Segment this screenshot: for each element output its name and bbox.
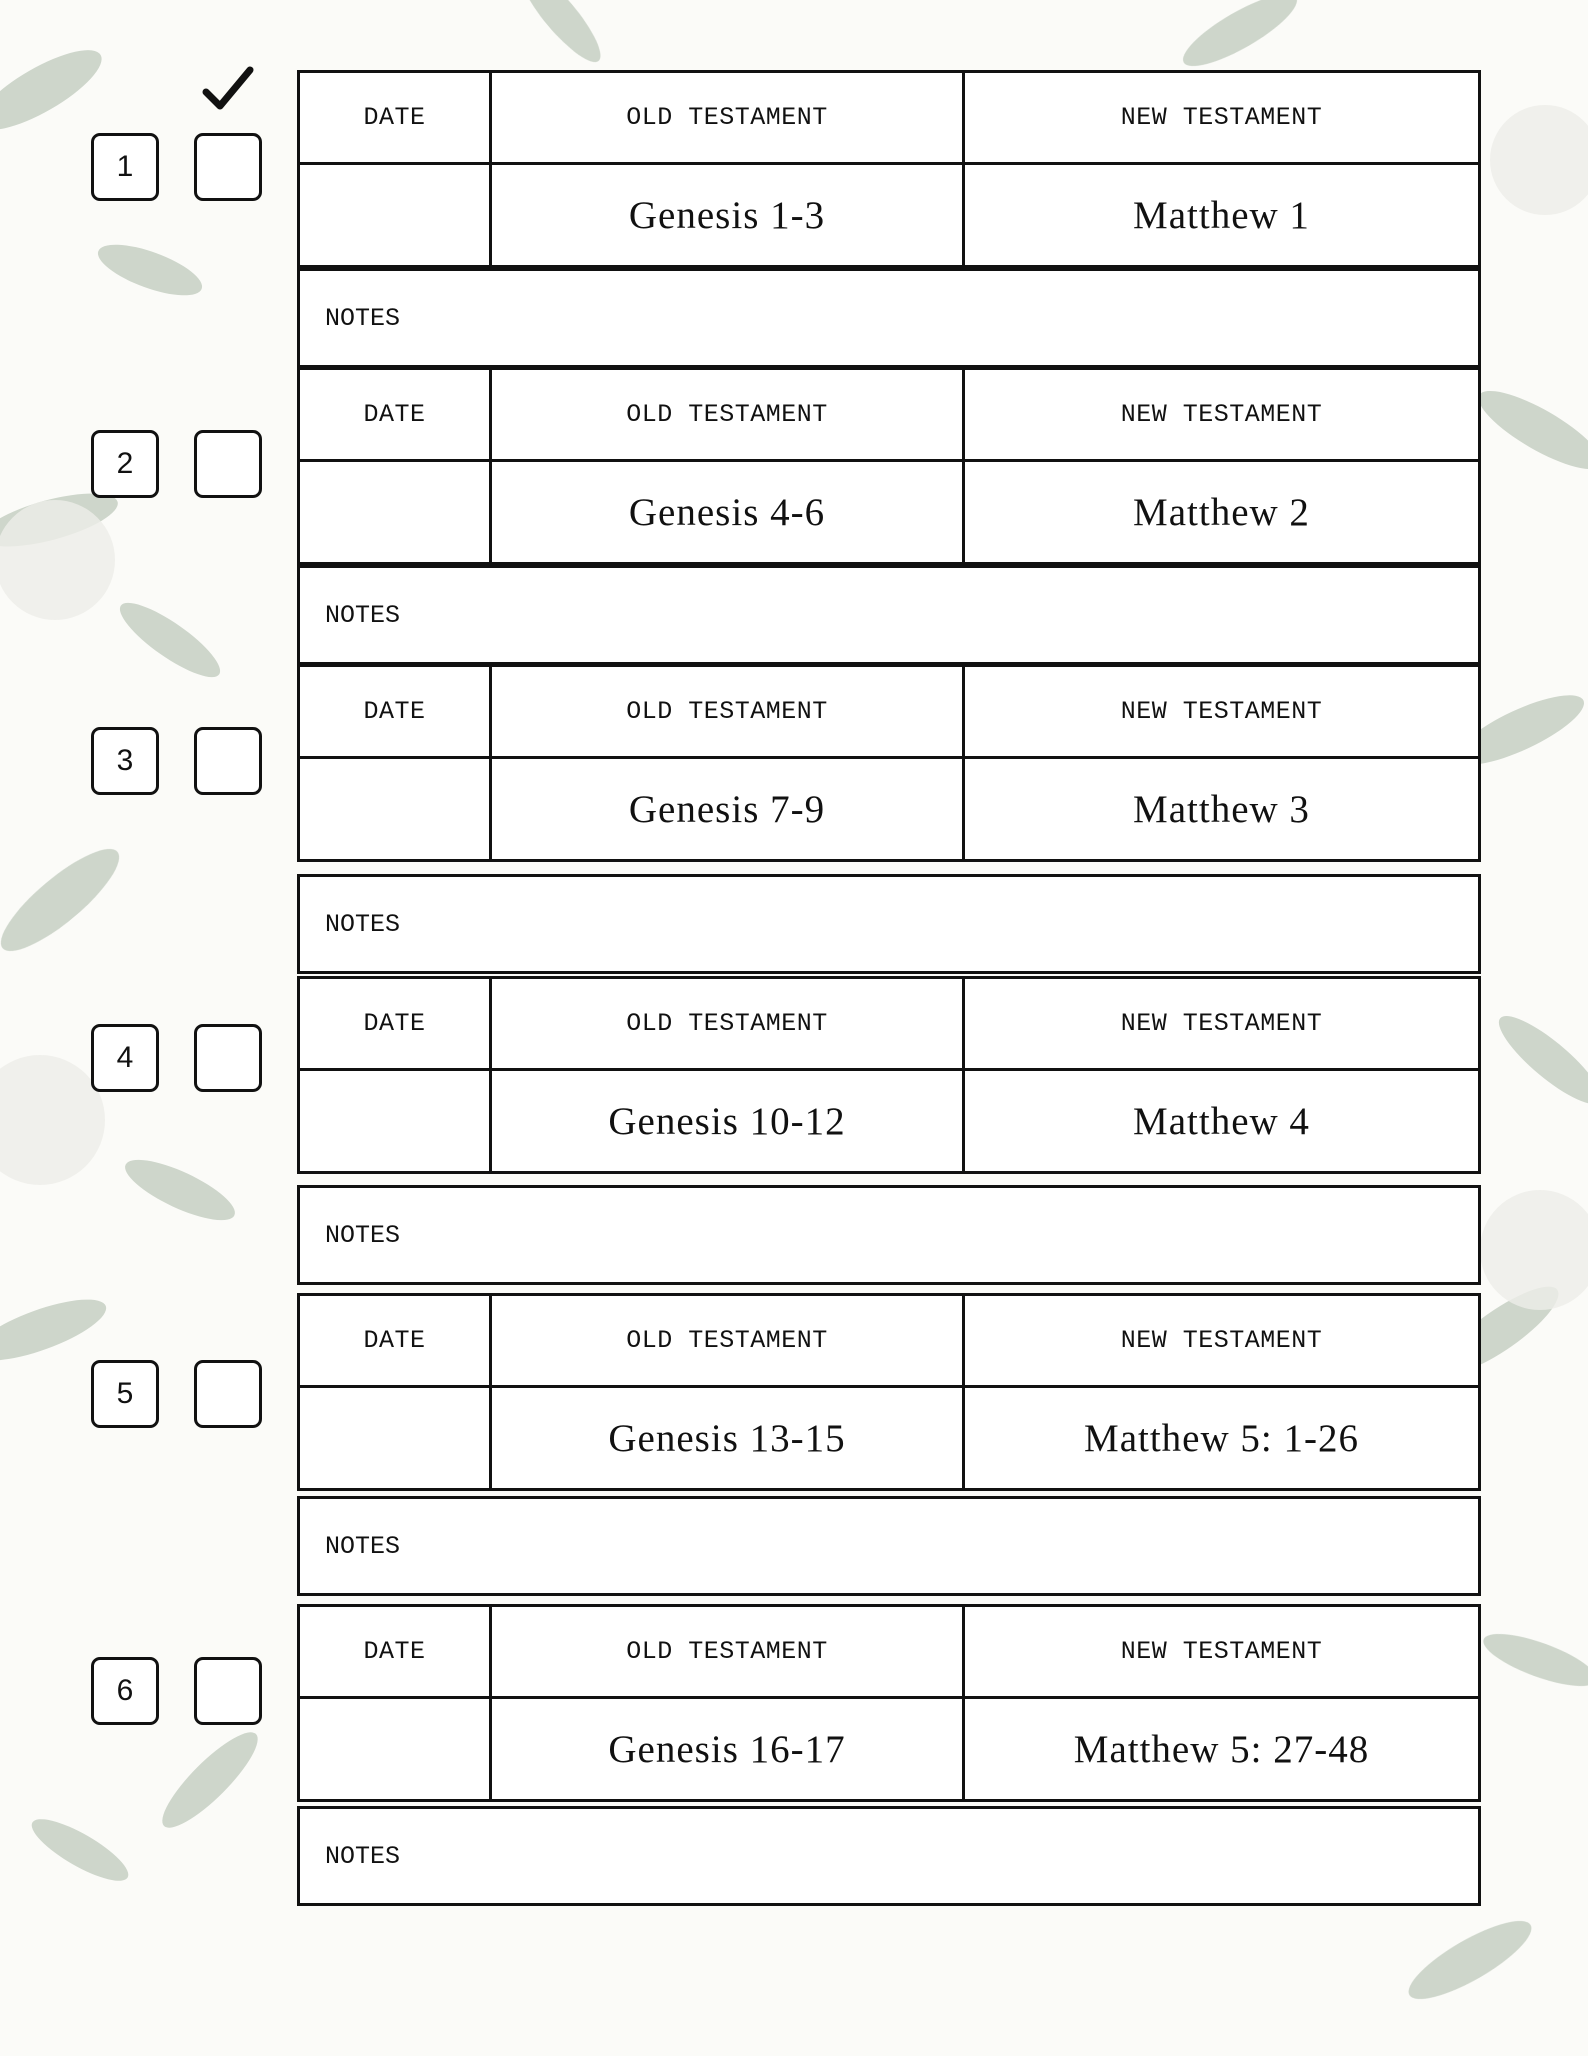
- old-testament-reading: Genesis 13-15: [492, 1388, 965, 1488]
- completion-checkbox[interactable]: [194, 430, 262, 498]
- reading-table: [297, 1293, 1481, 1491]
- day-number: 4: [91, 1024, 159, 1092]
- date-header: DATE: [300, 979, 492, 1071]
- date-field[interactable]: [300, 462, 492, 562]
- notes-field[interactable]: NOTES: [297, 874, 1481, 974]
- old-testament-reading: Genesis 7-9: [492, 759, 965, 859]
- notes-field[interactable]: NOTES: [297, 1496, 1481, 1596]
- date-field[interactable]: [300, 1388, 492, 1488]
- new-testament-header: NEW TESTAMENT: [965, 1607, 1478, 1699]
- old-testament-header: OLD TESTAMENT: [492, 979, 965, 1071]
- old-testament-header: OLD TESTAMENT: [492, 667, 965, 759]
- new-testament-reading: Matthew 5: 1-26: [1084, 1416, 1359, 1460]
- new-testament-header: NEW TESTAMENT: [965, 667, 1478, 759]
- reading-table: [297, 367, 1481, 565]
- reading-table: [297, 1604, 1481, 1802]
- day-number: 2: [91, 430, 159, 498]
- notes-field[interactable]: NOTES: [297, 1806, 1481, 1906]
- new-testament-reading: Matthew 5: 27-48: [1073, 1727, 1370, 1771]
- completion-checkbox[interactable]: [194, 1024, 262, 1092]
- new-testament-header: NEW TESTAMENT: [965, 73, 1478, 165]
- day-number: 5: [91, 1360, 159, 1428]
- old-testament-reading: Genesis 1-3: [492, 165, 965, 265]
- date-header: DATE: [300, 667, 492, 759]
- completion-checkbox[interactable]: [194, 1360, 262, 1428]
- reading-table: [297, 70, 1481, 268]
- day-number: 3: [91, 727, 159, 795]
- checkmark-icon: [200, 62, 256, 118]
- day-number: 6: [91, 1657, 159, 1725]
- date-field[interactable]: [300, 759, 492, 859]
- date-header: DATE: [300, 370, 492, 462]
- new-testament-reading: Matthew 2: [1133, 490, 1310, 534]
- new-testament-reading: Matthew 4: [1133, 1099, 1310, 1143]
- new-testament-header: NEW TESTAMENT: [965, 979, 1478, 1071]
- notes-field[interactable]: NOTES: [297, 565, 1481, 665]
- new-testament-reading: Matthew 3: [1133, 787, 1310, 831]
- completion-checkbox[interactable]: [194, 133, 262, 201]
- date-field[interactable]: [300, 165, 492, 265]
- new-testament-reading: Matthew 1: [1133, 193, 1310, 237]
- reading-table: [297, 664, 1481, 862]
- day-number: 1: [91, 133, 159, 201]
- old-testament-header: OLD TESTAMENT: [492, 73, 965, 165]
- old-testament-reading: Genesis 10-12: [492, 1071, 965, 1171]
- old-testament-reading: Genesis 16-17: [492, 1699, 965, 1799]
- old-testament-header: OLD TESTAMENT: [492, 370, 965, 462]
- date-header: DATE: [300, 1296, 492, 1388]
- completion-checkbox[interactable]: [194, 727, 262, 795]
- new-testament-header: NEW TESTAMENT: [965, 370, 1478, 462]
- date-header: DATE: [300, 1607, 492, 1699]
- reading-table: [297, 976, 1481, 1174]
- completion-checkbox[interactable]: [194, 1657, 262, 1725]
- notes-field[interactable]: NOTES: [297, 268, 1481, 368]
- date-field[interactable]: [300, 1699, 492, 1799]
- date-field[interactable]: [300, 1071, 492, 1171]
- date-header: DATE: [300, 73, 492, 165]
- old-testament-header: OLD TESTAMENT: [492, 1296, 965, 1388]
- notes-field[interactable]: NOTES: [297, 1185, 1481, 1285]
- old-testament-reading: Genesis 4-6: [492, 462, 965, 562]
- old-testament-header: OLD TESTAMENT: [492, 1607, 965, 1699]
- new-testament-header: NEW TESTAMENT: [965, 1296, 1478, 1388]
